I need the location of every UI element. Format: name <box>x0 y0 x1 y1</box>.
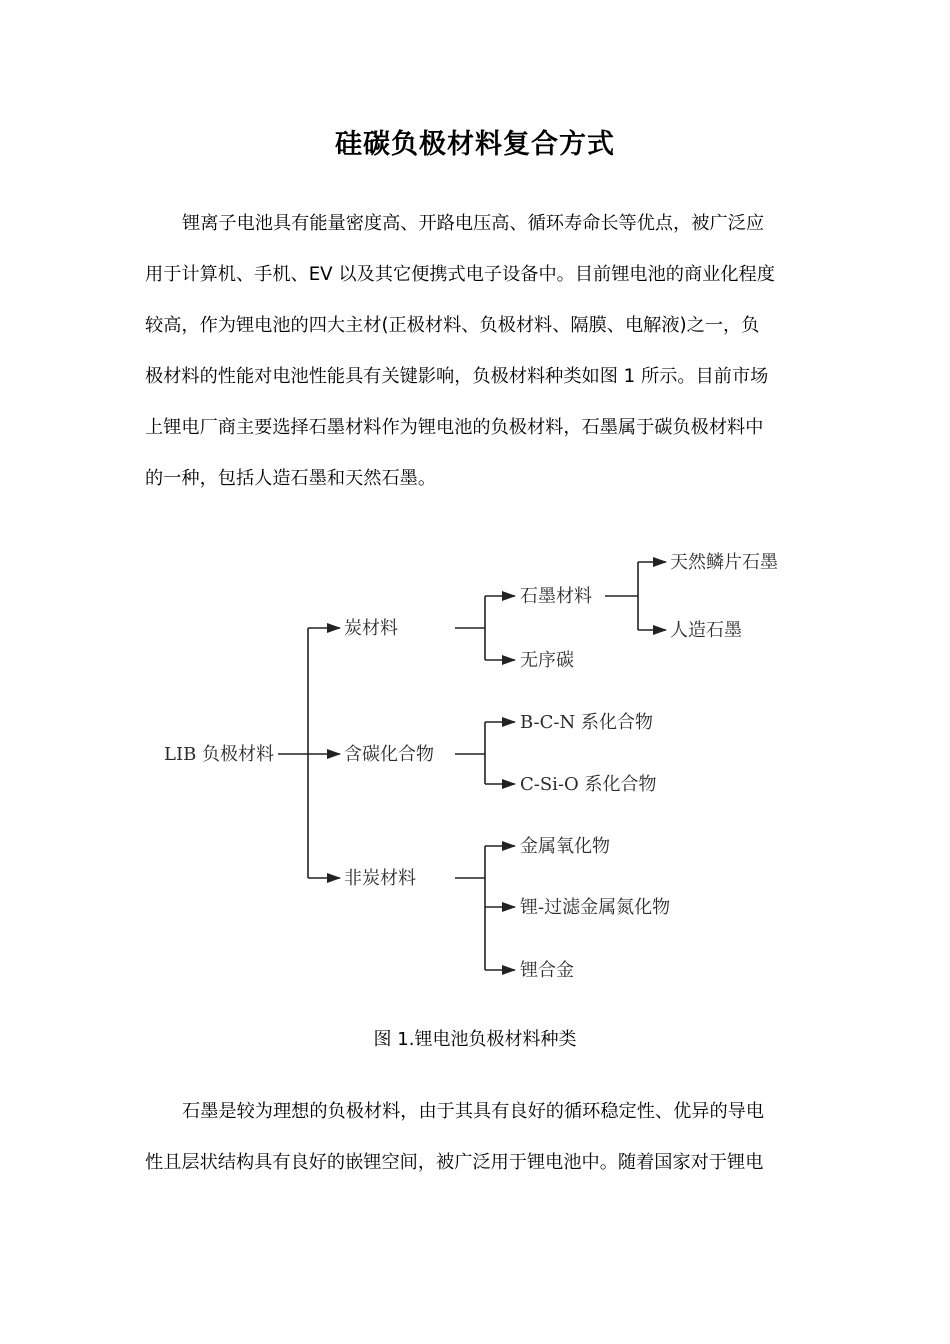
node-graphite: 石墨材料 <box>520 586 592 607</box>
node-bcn-compound: B-C-N 系化合物 <box>520 712 653 733</box>
paragraph-line: 锂离子电池具有能量密度高、开路电压高、循环寿命长等优点，被广泛应 <box>182 213 765 234</box>
node-lithium-alloy: 锂合金 <box>520 960 574 981</box>
node-natural-flake-graphite: 天然鳞片石墨 <box>670 552 778 573</box>
paragraph-line: 较高，作为锂电池的四大主材(正极材料、负极材料、隔膜、电解液)之一，负 <box>145 315 760 336</box>
paragraph-line: 石墨是较为理想的负极材料，由于其具有良好的循环稳定性、优异的导电 <box>182 1101 765 1122</box>
anode-material-tree-diagram <box>160 540 800 985</box>
document-title: 硅碳负极材料复合方式 <box>335 129 615 160</box>
node-csio-compound: C-Si-O 系化合物 <box>520 774 657 795</box>
node-artificial-graphite: 人造石墨 <box>670 620 742 641</box>
node-disordered-carbon: 无序碳 <box>520 650 574 671</box>
node-carbon-materials: 炭材料 <box>344 618 398 639</box>
paragraph-line: 的一种，包括人造石墨和天然石墨。 <box>145 468 437 489</box>
figure-caption: 图 1.锂电池负极材料种类 <box>373 1029 577 1050</box>
node-non-carbon-materials: 非炭材料 <box>344 868 416 889</box>
node-carbon-compounds: 含碳化合物 <box>344 744 434 765</box>
node-metal-oxide: 金属氧化物 <box>520 836 610 857</box>
paragraph-line: 用于计算机、手机、EV 以及其它便携式电子设备中。目前锂电池的商业化程度 <box>145 264 775 285</box>
node-root: LIB 负极材料 <box>164 744 275 765</box>
node-lithium-metal-nitride: 锂-过滤金属氮化物 <box>520 897 671 918</box>
paragraph-line: 性且层状结构具有良好的嵌锂空间，被广泛用于锂电池中。随着国家对于锂电 <box>145 1152 764 1173</box>
paragraph-line: 极材料的性能对电池性能具有关键影响，负极材料种类如图 1 所示。目前市场 <box>145 366 769 387</box>
graphite-paragraph <box>145 1086 805 1188</box>
intro-paragraph <box>145 198 805 504</box>
paragraph-line: 上锂电厂商主要选择石墨材料作为锂电池的负极材料，石墨属于碳负极材料中 <box>145 417 764 438</box>
